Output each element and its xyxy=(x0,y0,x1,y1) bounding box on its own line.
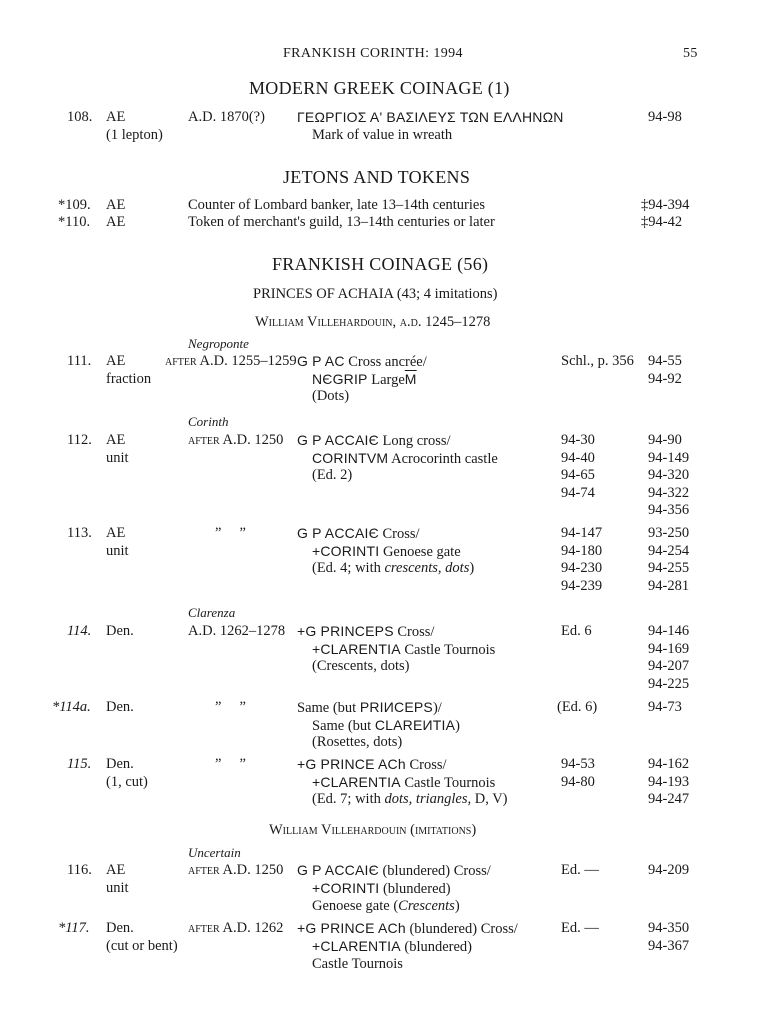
entry-date: after A.D. 1250 xyxy=(188,862,284,878)
entry-inventory: 94-90 xyxy=(648,432,682,448)
legend-desc: (blundered) Cross/ xyxy=(382,863,491,879)
entry-description: (Rosettes, dots) xyxy=(312,734,403,750)
legend-desc: ) xyxy=(455,718,460,734)
entry-metal: AE xyxy=(106,432,126,448)
page-number: 55 xyxy=(683,46,698,61)
entry-inventory: ‡94-394 xyxy=(641,197,690,213)
entry-inventory: 94-30 xyxy=(561,432,595,448)
entry-metal: AE xyxy=(106,353,126,369)
running-header: FRANKISH CORINTH: 1994 xyxy=(283,46,463,61)
entry-inventory: 94-209 xyxy=(648,862,690,878)
legend-desc: Same (but xyxy=(297,700,360,716)
desc-part: (Ed. 7; with xyxy=(312,791,385,807)
entry-date: A.D. 1262–1278 xyxy=(188,623,286,639)
legend-text: G P ACCAIЄ xyxy=(297,525,379,541)
desc-part: D, V) xyxy=(471,791,508,807)
legend-desc: Long cross/ xyxy=(382,433,451,449)
desc-part: ) xyxy=(454,898,460,914)
entry-denomination: unit xyxy=(106,543,129,559)
entry-number: *117. xyxy=(58,920,90,936)
entry-denomination: (1, cut) xyxy=(106,774,148,790)
entry-date: after A.D. 1255–1259 xyxy=(165,353,297,369)
desc-part: Genoese gate ( xyxy=(312,898,399,914)
entry-metal: Den. xyxy=(106,920,134,936)
legend-desc: Cross ancrée/ xyxy=(348,354,427,370)
section-heading: FRANKISH COINAGE (56) xyxy=(272,254,489,274)
legend-text: G P AC xyxy=(297,353,345,369)
mint-label: Negroponte xyxy=(188,336,249,351)
entry-inventory: 94-92 xyxy=(648,371,682,387)
entry-reference: Ed. — xyxy=(561,920,599,936)
entry-inventory: 94-239 xyxy=(561,578,603,594)
legend-text: +CORINTI xyxy=(312,543,380,559)
entry-description xyxy=(312,791,508,808)
entry-description: Token of merchant's guild, 13–14th centuries or later xyxy=(188,214,495,230)
legend-text: +G PRINCEPS xyxy=(297,623,394,639)
entry-reference: Ed. — xyxy=(561,862,599,878)
section-heading: MODERN GREEK COINAGE (1) xyxy=(249,78,510,98)
entry-inventory: 94-255 xyxy=(648,560,690,576)
legend-text: PRIИCEPS xyxy=(359,699,433,715)
desc-part: ) xyxy=(469,560,475,576)
entry-metal: Den. xyxy=(106,756,134,772)
entry-inventory: 94-193 xyxy=(648,774,690,790)
entry-metal: AE xyxy=(106,862,126,878)
entry-legend-line xyxy=(312,880,451,898)
entry-inventory: 94-247 xyxy=(648,791,690,807)
entry-denomination: (1 lepton) xyxy=(106,127,163,143)
entry-inventory: 94-350 xyxy=(648,920,690,936)
entry-description: (Ed. 2) xyxy=(312,467,353,483)
entry-reference: (Ed. 6) xyxy=(557,699,598,715)
entry-legend-line xyxy=(312,371,417,389)
legend-desc: (blundered) Cross/ xyxy=(409,921,518,937)
entry-inventory: 94-254 xyxy=(648,543,690,559)
legend-desc: Cross/ xyxy=(397,624,435,640)
subsection-heading: PRINCES OF ACHAIA (43; 4 imitations) xyxy=(253,286,498,302)
entry-metal: AE xyxy=(106,525,126,541)
entry-inventory: 94-80 xyxy=(561,774,595,790)
entry-legend-line xyxy=(312,641,495,659)
legend-desc: (blundered) xyxy=(382,881,451,897)
legend-desc: Castle Tournois xyxy=(404,642,496,658)
legend-desc: Cross/ xyxy=(409,757,447,773)
legend-text: CLAREИTIA xyxy=(374,717,456,733)
mint-label: Clarenza xyxy=(188,605,236,620)
entry-inventory: 94-367 xyxy=(648,938,690,954)
entry-reference: Ed. 6 xyxy=(561,623,592,639)
entry-number: 108. xyxy=(67,109,93,125)
legend-letter: $\overline{M}$ xyxy=(404,371,417,387)
entry-legend-line xyxy=(312,543,461,561)
legend-desc: Large xyxy=(371,372,405,388)
entry-legend: ΓΕΩΡΓΙΟΣ Α' ΒΑΣΙΛΕΥΣ ΤΩΝ ΕΛΛΗΝΩΝ xyxy=(297,109,564,125)
entry-legend-line xyxy=(297,699,442,717)
entry-inventory: 94-146 xyxy=(648,623,690,639)
entry-legend-line xyxy=(297,525,420,543)
mint-label: Corinth xyxy=(188,414,229,429)
ditto-marks: ” ” xyxy=(215,525,246,541)
legend-text: +G PRINCE ACh xyxy=(297,756,406,772)
entry-inventory: 94-356 xyxy=(648,502,690,518)
entry-inventory: 94-40 xyxy=(561,450,595,466)
entry-number: 111. xyxy=(67,353,92,369)
entry-metal: Den. xyxy=(106,699,134,715)
ruler-heading: William Villehardouin, a.d. 1245–1278 xyxy=(255,314,491,330)
entry-inventory: 93-250 xyxy=(648,525,690,541)
entry-description xyxy=(312,898,460,915)
entry-inventory: 94-169 xyxy=(648,641,690,657)
entry-denomination: unit xyxy=(106,450,129,466)
entry-legend-line xyxy=(312,717,460,735)
entry-metal: AE xyxy=(106,214,126,230)
entry-inventory: 94-322 xyxy=(648,485,690,501)
entry-legend-line xyxy=(312,938,472,956)
entry-legend-line xyxy=(297,623,434,641)
entry-number: 113. xyxy=(67,525,92,541)
entry-inventory: 94-74 xyxy=(561,485,595,501)
legend-text: +CLARENTIA xyxy=(312,641,401,657)
entry-inventory: 94-180 xyxy=(561,543,603,559)
entry-inventory: 94-320 xyxy=(648,467,690,483)
ditto-marks: ” ” xyxy=(215,699,246,715)
entry-number: 116. xyxy=(67,862,92,878)
legend-text: +G PRINCE ACh xyxy=(297,920,406,936)
entry-number: *114a. xyxy=(52,699,91,715)
entry-denomination: (cut or bent) xyxy=(106,938,178,954)
entry-inventory: ‡94-42 xyxy=(641,214,683,230)
legend-desc: Cross/ xyxy=(382,526,420,542)
legend-text: NЄGRIP xyxy=(312,371,368,387)
entry-date: after A.D. 1262 xyxy=(188,920,284,936)
entry-inventory: 94-73 xyxy=(648,699,682,715)
entry-metal: Den. xyxy=(106,623,134,639)
desc-part: (Ed. 4; with xyxy=(312,560,385,576)
legend-text: G P ACCAIЄ xyxy=(297,862,379,878)
entry-legend-line xyxy=(297,432,451,450)
entry-description: Castle Tournois xyxy=(312,956,403,972)
entry-inventory: 94-55 xyxy=(648,353,682,369)
entry-inventory: 94-281 xyxy=(648,578,690,594)
entry-description: (Crescents, dots) xyxy=(312,658,410,674)
entry-inventory: 94-225 xyxy=(648,676,690,692)
legend-desc: Same (but xyxy=(312,718,375,734)
entry-inventory: 94-230 xyxy=(561,560,603,576)
entry-inventory: 94-162 xyxy=(648,756,690,772)
desc-italic: crescents, dots xyxy=(384,560,470,576)
entry-legend-line xyxy=(297,862,491,880)
entry-legend-line xyxy=(297,920,518,938)
legend-desc: (blundered) xyxy=(404,939,473,955)
entry-date: A.D. 1870(?) xyxy=(188,109,265,125)
ditto-marks: ” ” xyxy=(215,756,246,772)
entry-inventory: 94-98 xyxy=(648,109,682,125)
entry-number: 115. xyxy=(67,756,92,772)
entry-description xyxy=(312,560,474,577)
entry-metal: AE xyxy=(106,109,126,125)
entry-denomination: unit xyxy=(106,880,129,896)
entry-description: Mark of value in wreath xyxy=(312,127,453,143)
ruler-heading: William Villehardouin (imitations) xyxy=(269,822,477,838)
desc-italic: Crescents xyxy=(398,898,455,914)
entry-legend-line xyxy=(312,774,495,792)
legend-desc: )/ xyxy=(432,700,442,716)
entry-reference: Schl., p. 356 xyxy=(561,353,634,369)
entry-description: Counter of Lombard banker, late 13–14th centuries xyxy=(188,197,485,213)
entry-inventory: 94-149 xyxy=(648,450,690,466)
entry-number: *110. xyxy=(58,214,91,230)
entry-number: 112. xyxy=(67,432,92,448)
entry-denomination: fraction xyxy=(106,371,152,387)
entry-metal: AE xyxy=(106,197,126,213)
entry-date: after A.D. 1250 xyxy=(188,432,284,448)
entry-description: (Dots) xyxy=(312,388,350,404)
entry-legend-line xyxy=(297,353,427,371)
entry-inventory: 94-207 xyxy=(648,658,690,674)
entry-inventory: 94-147 xyxy=(561,525,603,541)
mint-label: Uncertain xyxy=(188,845,241,860)
section-heading: JETONS AND TOKENS xyxy=(283,167,471,187)
entry-number: *109. xyxy=(58,197,91,213)
desc-italic: dots, triangles, xyxy=(384,791,472,807)
entry-number: 114. xyxy=(67,623,92,639)
entry-inventory: 94-65 xyxy=(561,467,595,483)
legend-text: +CORINTI xyxy=(312,880,380,896)
entry-legend-line xyxy=(297,756,447,774)
legend-desc: Acrocorinth castle xyxy=(391,451,498,467)
legend-text: CORINTVM xyxy=(312,450,389,466)
legend-text: +CLARENTIA xyxy=(312,938,401,954)
entry-legend-line xyxy=(312,450,498,468)
legend-desc: Castle Tournois xyxy=(404,775,496,791)
entry-inventory: 94-53 xyxy=(561,756,595,772)
legend-desc: Genoese gate xyxy=(382,544,461,560)
legend-text: G P ACCAIЄ xyxy=(297,432,379,448)
legend-text: +CLARENTIA xyxy=(312,774,401,790)
